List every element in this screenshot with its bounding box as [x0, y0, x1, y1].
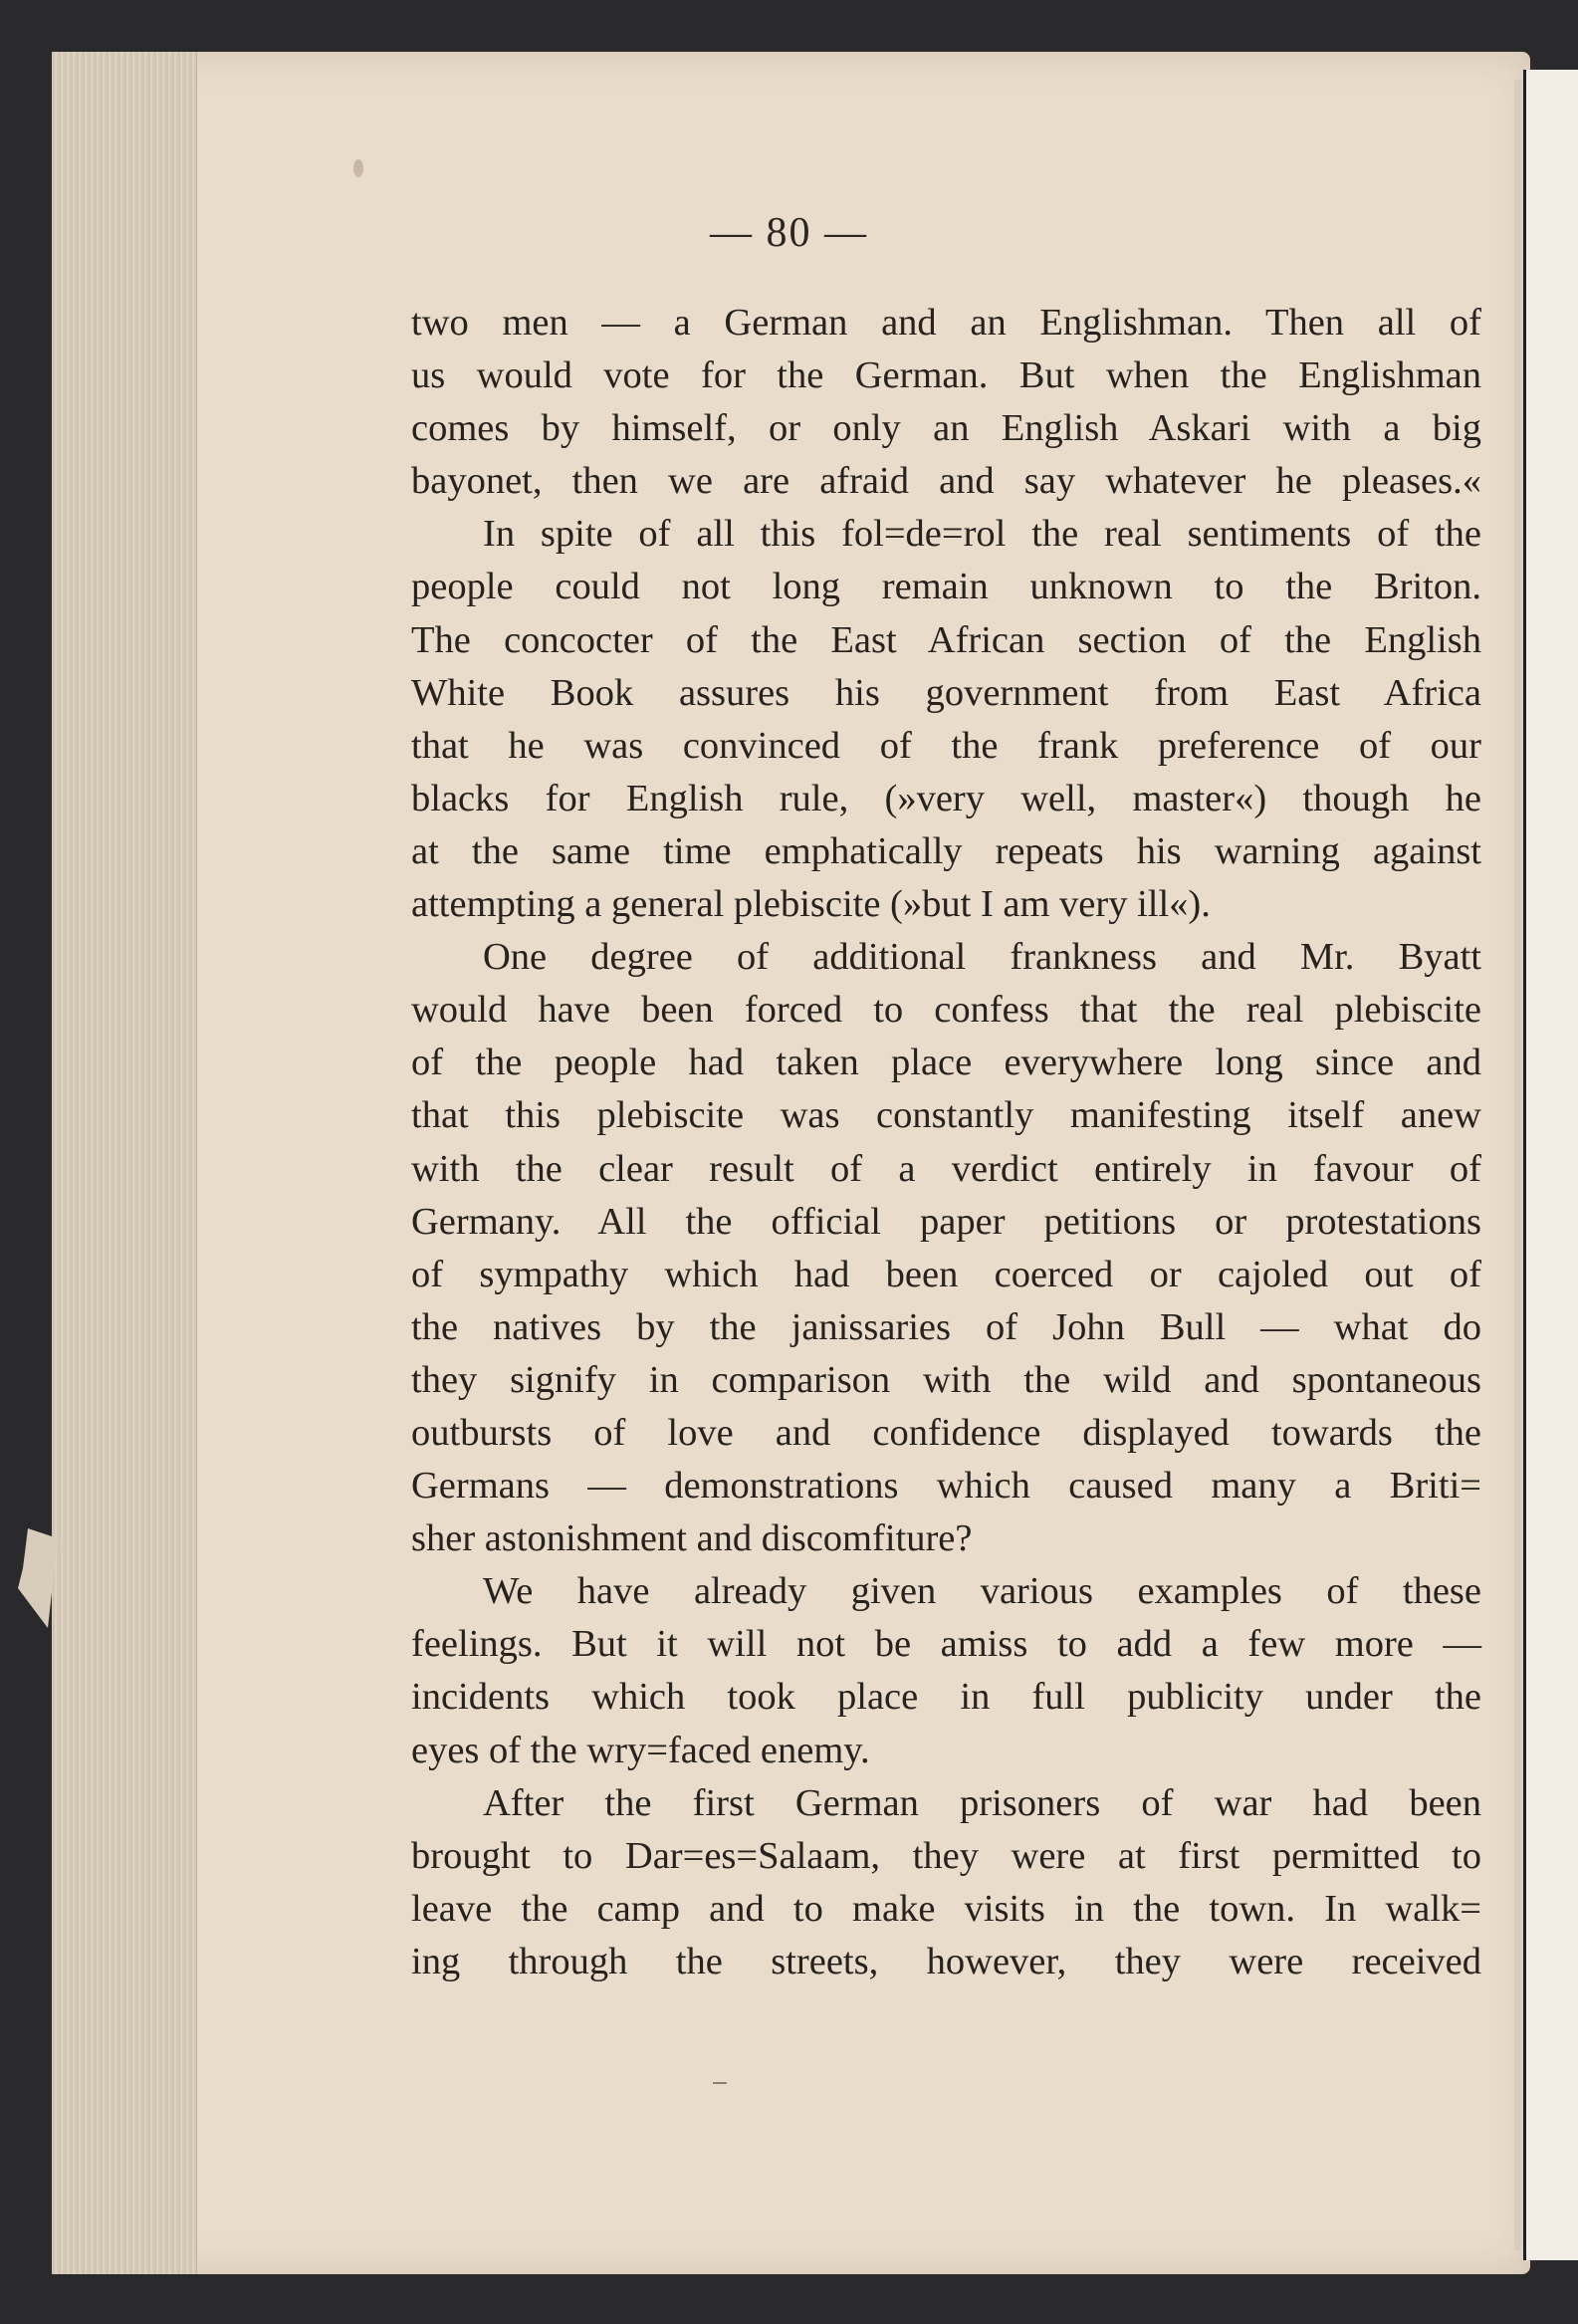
paper-stain: [353, 159, 363, 177]
torn-page-fragment: [8, 1528, 58, 1628]
text-line: After the first German prisoners of war had been: [483, 1781, 1481, 1824]
text-line: outbursts of love and confidence displayed towards the: [411, 1411, 1481, 1454]
text-line: people could not long remain unknown to the Briton.: [411, 566, 1481, 608]
text-line: of sympathy which had been coerced or cajoled out of: [411, 1253, 1481, 1295]
text-line: eyes of the wry=faced enemy.: [411, 1729, 870, 1771]
text-line: brought to Dar=es=Salaam, they were at first permitted to: [411, 1834, 1481, 1877]
text-line: Germans — demonstrations which caused many a Briti=: [411, 1465, 1481, 1508]
footer-mark: [713, 2082, 727, 2084]
text-line: ing through the streets, however, they were received: [411, 1940, 1481, 1982]
text-line: Germany. All the official paper petitions or protestations: [411, 1200, 1481, 1243]
text-line: the natives by the janissaries of John Bull — what do: [411, 1305, 1481, 1348]
text-line: White Book assures his government from East Africa: [411, 671, 1481, 714]
text-line: two men — a German and an Englishman. Then all of: [411, 302, 1481, 344]
text-line: us would vote for the German. But when the Englishman: [411, 354, 1481, 397]
text-line: incidents which took place in full publicity under the: [411, 1676, 1481, 1719]
text-line: The concocter of the East African section of the English: [411, 618, 1481, 661]
text-line: blacks for English rule, (»very well, master«) though he: [411, 777, 1481, 819]
page-edges: [52, 52, 197, 2274]
text-line: that he was convinced of the frank preference of our: [411, 724, 1481, 767]
text-line: with the clear result of a verdict entirely in favour of: [411, 1147, 1481, 1190]
text-line: comes by himself, or only an English Askari with a big: [411, 407, 1481, 450]
text-line: at the same time emphatically repeats his warning against: [411, 829, 1481, 872]
text-line: In spite of all this fol=de=rol the real sentiments of the: [483, 513, 1481, 556]
body-text: [411, 297, 1481, 1988]
text-line: attempting a general plebiscite (»but I am very ill«).: [411, 883, 1211, 926]
text-line: they signify in comparison with the wild and spontaneous: [411, 1358, 1481, 1401]
text-line: sher astonishment and discomfiture?: [411, 1517, 973, 1560]
text-line: We have already given various examples of these: [483, 1570, 1481, 1613]
text-line: One degree of additional frankness and Mr. Byatt: [483, 936, 1481, 979]
page-number: — 80 —: [710, 210, 868, 256]
text-line: that this plebiscite was constantly manifesting itself anew: [411, 1094, 1481, 1137]
text-line: feelings. But it will not be amiss to add a few more —: [411, 1623, 1481, 1666]
text-line: would have been forced to confess that the real plebiscite: [411, 989, 1481, 1032]
text-line: of the people had taken place everywhere long since and: [411, 1042, 1481, 1084]
facing-page-edge: [1523, 70, 1578, 2260]
text-line: leave the camp and to make visits in the town. In walk=: [411, 1887, 1481, 1930]
text-line: bayonet, then we are afraid and say whatever he pleases.«: [411, 460, 1481, 503]
